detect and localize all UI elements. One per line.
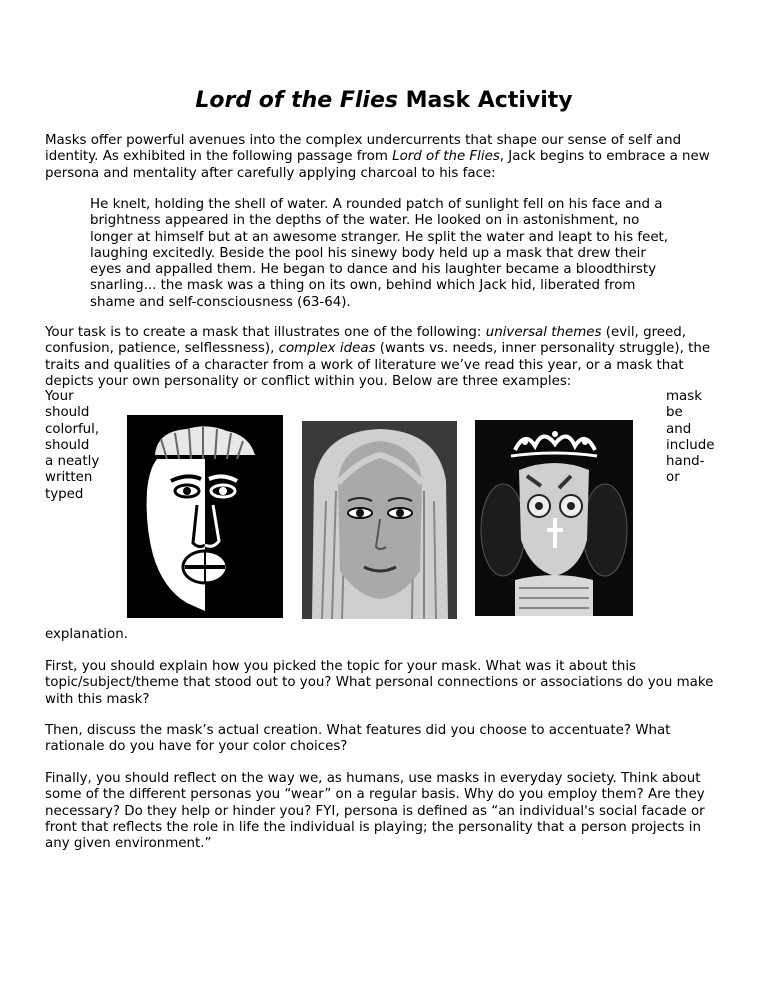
left-word: typed (45, 486, 84, 502)
left-word-column (45, 389, 115, 503)
left-word: should (45, 437, 90, 453)
left-word: should (45, 405, 90, 421)
right-word: or (666, 470, 680, 486)
task-paragraph (45, 325, 717, 390)
left-word: a neatly (45, 454, 100, 470)
intro-text-2: , Jack begins to embrace a new persona and mentality after carefully applying charcoal to his face: (45, 149, 710, 181)
right-word: hand- (666, 454, 705, 470)
task-text-2: (evil, greed, confusion, patience, selflessness), (45, 325, 687, 357)
mask-example-2 (302, 421, 457, 619)
universal-themes-label: universal themes (485, 325, 602, 340)
left-word: Your (45, 389, 74, 404)
intro-paragraph (45, 133, 717, 182)
book-quote: He knelt, holding the shell of water. A rounded patch of sunlight fell on his face and a brightness appeared in the depths of the water. He looked on in astonishment, no longer at himself but at an awesome stranger. He split the water and leapt to his feet, laughing excitedly. Beside the pool his sinewy body held up a mask that drew their eyes and appalled them. He began to dance and his laughter became a bloodthirsty snarling... the mask was a thing on its own, behind which Jack hid, liberated from shame and self-consciousness (63-64). (90, 197, 669, 310)
mask-example-3 (475, 420, 633, 616)
textured-face-mask-image (302, 421, 457, 619)
task-text-3: (wants vs. needs, inner personality struggle), the traits and qualities of a character from a work of literature we’ve read this year, or a mask that depicts your own personality or conflict within you. Below are three examples: (45, 341, 711, 389)
task-text-1: Your task is to create a mask that illustrates one of the following: (45, 325, 486, 340)
left-word: written (45, 470, 93, 486)
split-face-mask-image (127, 415, 283, 618)
page-title (0, 88, 768, 113)
left-word: colorful, (45, 421, 100, 437)
intro-book-title: Lord of the Flies (392, 149, 500, 165)
explanation-word: explanation. (45, 627, 128, 642)
right-word: and (666, 421, 692, 437)
finally-paragraph: Finally, you should reflect on the way we, as humans, use masks in everyday society. Think about some of the different personas you “wear” on a regular basis. Why do you employ them? Are they necessary? Do they help or hinder you? FYI, persona is defined as “an individual's social facade or front that reflects the role in life the individual is playing; the personality that a person projects in any given environment.” (45, 771, 705, 852)
right-word: mask (666, 389, 702, 404)
title-book: Lord of the Flies (195, 88, 398, 113)
title-rest: Mask Activity (397, 88, 573, 113)
right-word: include (666, 437, 715, 453)
first-paragraph: First, you should explain how you picked the topic for your mask. What was it about this topic/subject/theme that stood out to you? What personal connections or associations do you make with this mask? (45, 659, 714, 707)
complex-ideas-label: complex ideas (278, 341, 376, 357)
mask-example-1 (127, 415, 283, 618)
then-paragraph: Then, discuss the mask’s actual creation. What features did you choose to accentuate? What rationale do you have for your color choices? (45, 723, 671, 755)
intro-text-1: Masks offer powerful avenues into the complex undercurrents that shape our sense of self and identity. As exhibited in the following passage from (45, 133, 682, 165)
right-word: be (666, 405, 683, 421)
decorated-face-mask-image (475, 420, 633, 616)
right-word-column (666, 389, 726, 487)
